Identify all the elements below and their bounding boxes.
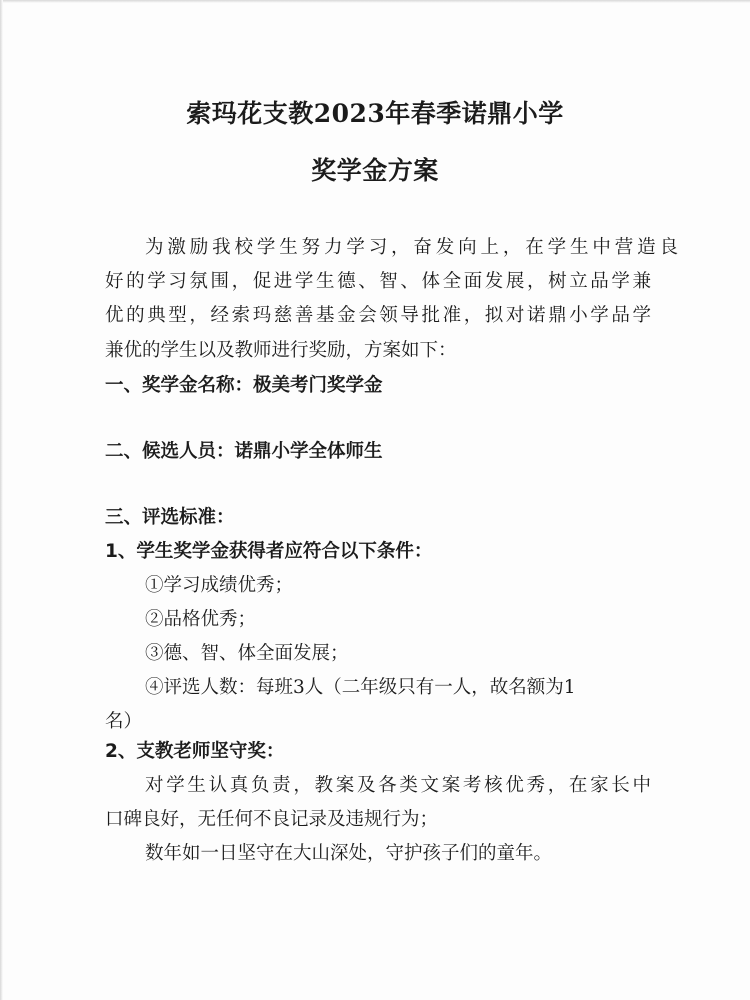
criteria-heading-2: 2、支教老师坚守奖：	[105, 741, 285, 762]
scan-edge-top	[0, 0, 750, 3]
section-heading-1: 一、奖学金名称：极美考门奖学金	[105, 375, 383, 396]
intro-line-2: 好的学习氛围，促进学生德、智、体全面发展，树立品学兼	[105, 271, 651, 292]
section-heading-3: 三、评选标准：	[105, 507, 235, 528]
criteria-item-3: ③德、智、体全面发展；	[145, 643, 349, 664]
criteria-item-2: ②品格优秀；	[145, 609, 257, 630]
document-subtitle: 奖学金方案	[311, 156, 439, 185]
criteria-item-4-continued: 名）	[105, 711, 143, 732]
scan-edge-left	[0, 0, 3, 1000]
intro-line-3: 优的典型，经索玛慈善基金会领导批准，拟对诺鼎小学品学	[105, 305, 651, 326]
criteria-item-4: ④评选人数：每班3人（二年级只有一人，故名额为1	[145, 677, 576, 698]
intro-line-1: 为激励我校学生努力学习，奋发向上，在学生中营造良	[145, 237, 678, 258]
document-title: 索玛花支教2023年春季诺鼎小学	[186, 99, 564, 128]
criteria-heading-1: 1、学生奖学金获得者应符合以下条件：	[105, 541, 433, 562]
teacher-criteria-line-3: 数年如一日坚守在大山深处，守护孩子们的童年。	[145, 843, 553, 864]
criteria-item-1: ①学习成绩优秀；	[145, 575, 294, 596]
teacher-criteria-line-1: 对学生认真负责，教案及各类文案考核优秀，在家长中	[145, 775, 651, 796]
section-heading-2: 二、候选人员：诺鼎小学全体师生	[105, 441, 383, 462]
intro-line-4: 兼优的学生以及教师进行奖励，方案如下：	[105, 340, 457, 361]
teacher-criteria-line-2: 口碑良好，无任何不良记录及违规行为；	[105, 809, 439, 830]
